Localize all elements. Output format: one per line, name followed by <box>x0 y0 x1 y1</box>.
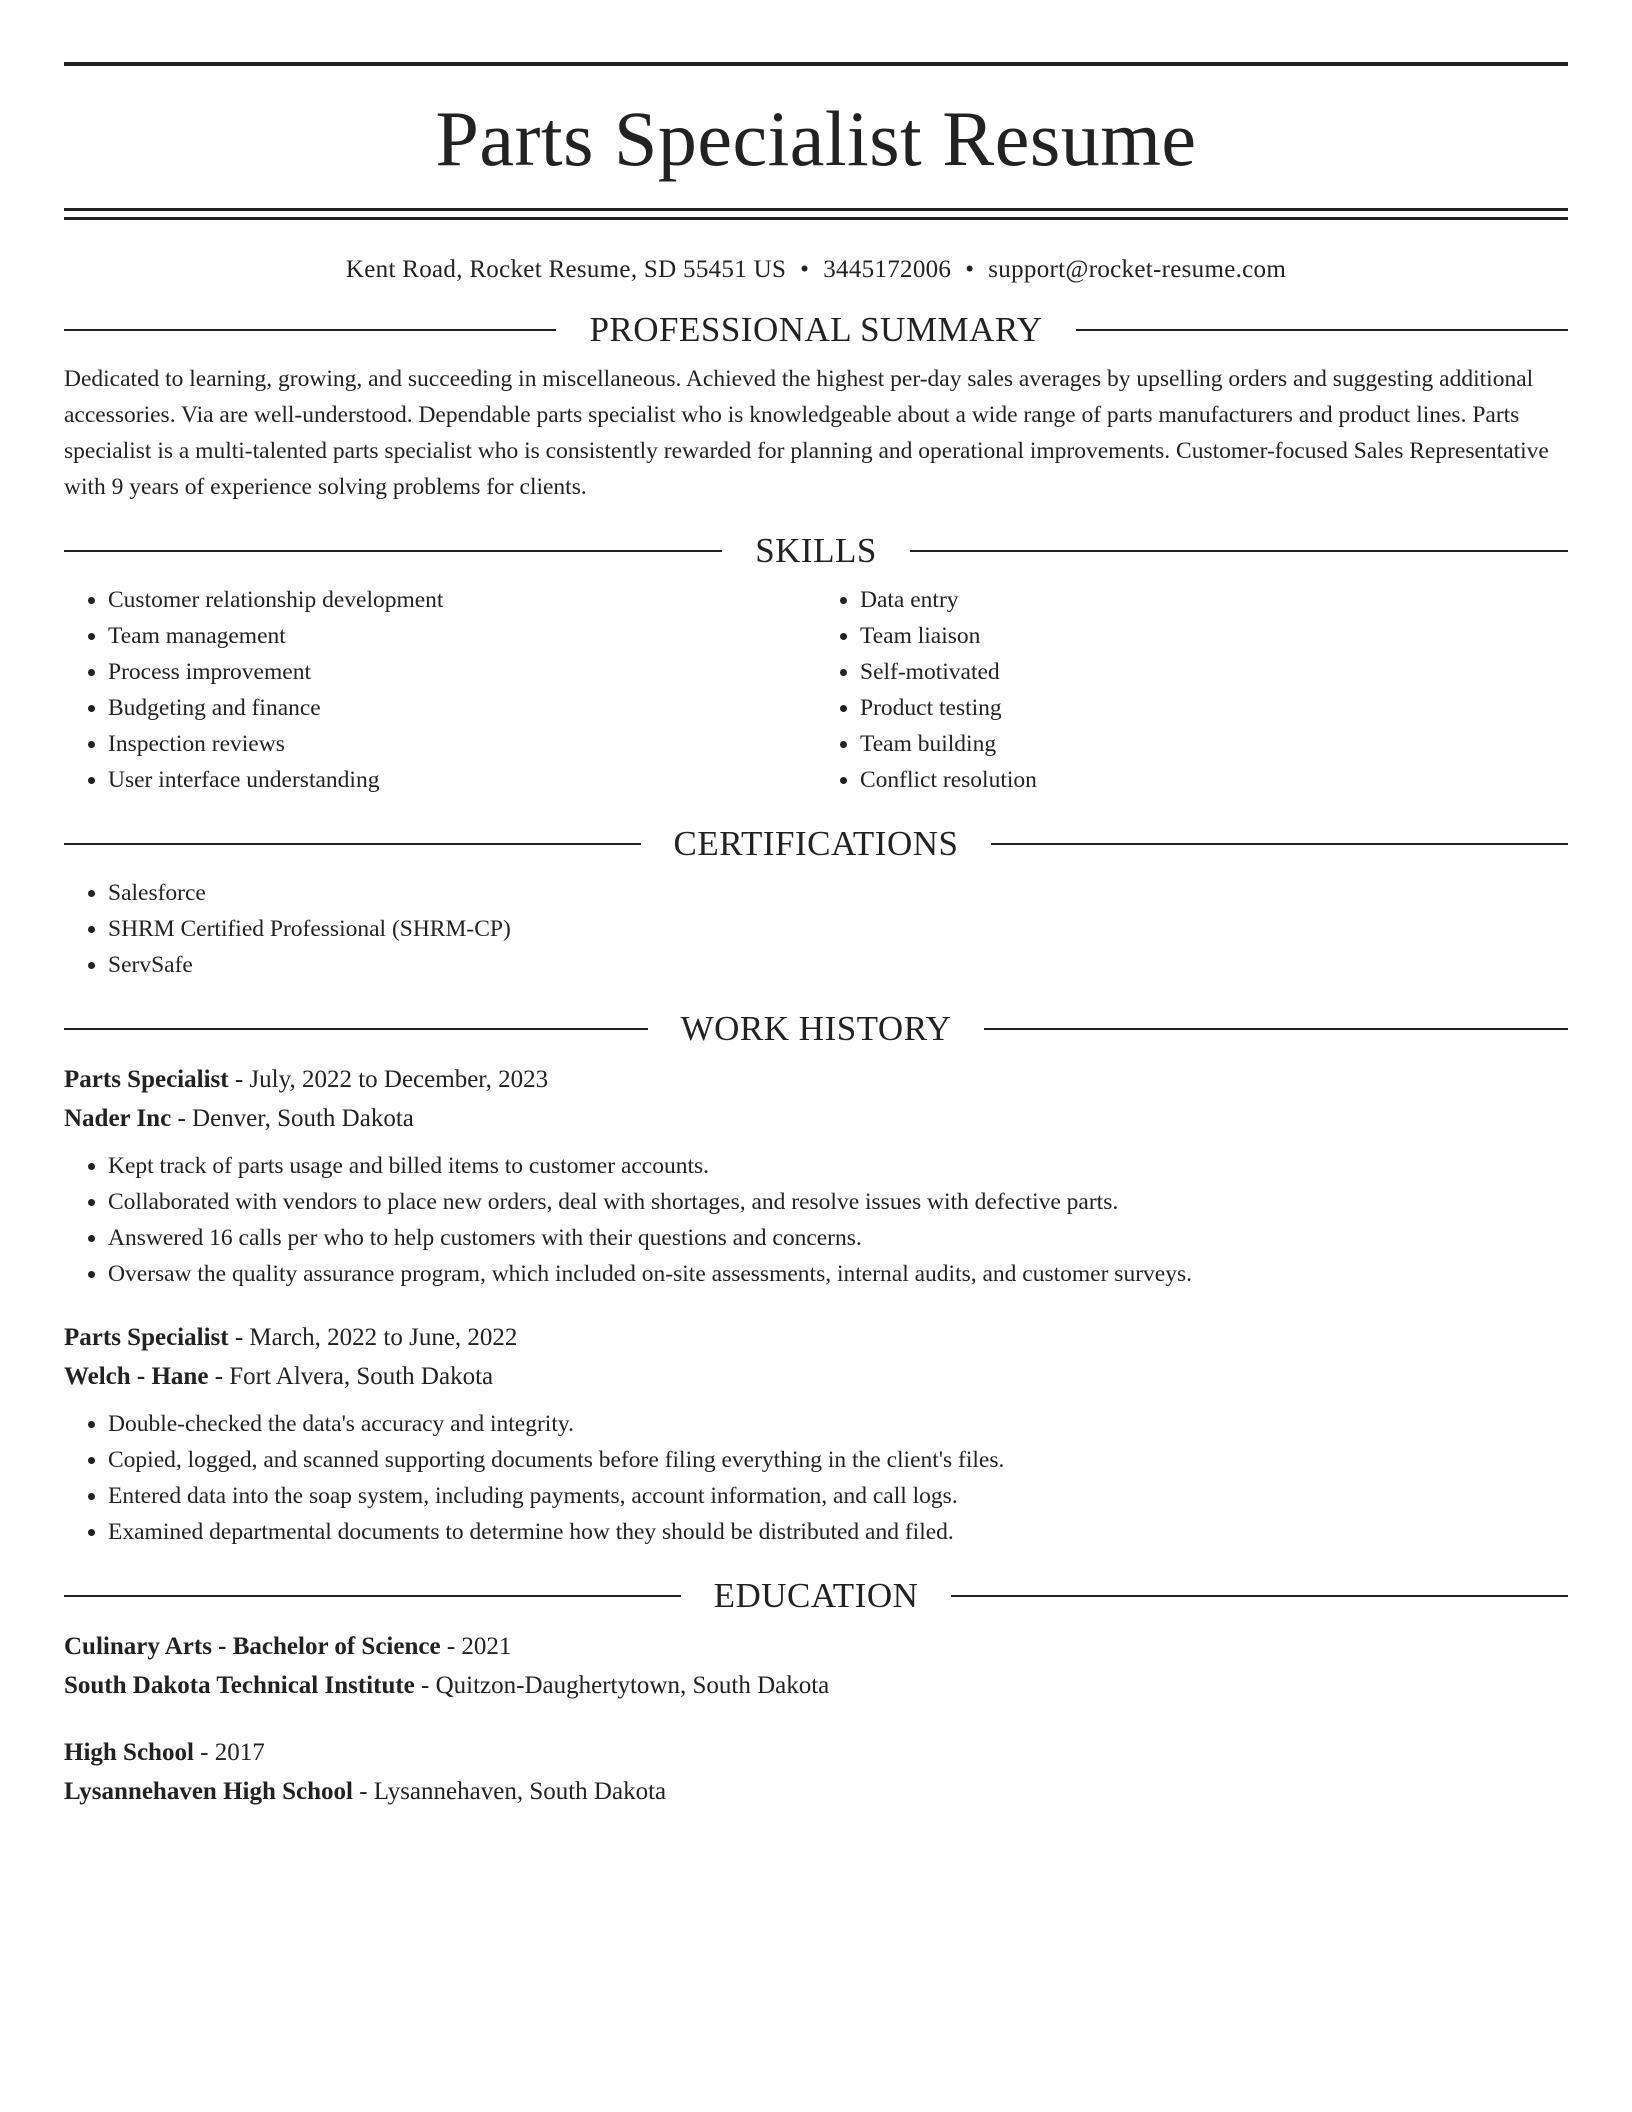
skill-item: • Product testing <box>860 690 1568 726</box>
job-company-line <box>64 1099 1568 1138</box>
education-school: Lysannehaven High School <box>64 1778 353 1805</box>
education-entry <box>64 1733 1568 1811</box>
section-header-education <box>64 1578 1568 1613</box>
job-bullet: • Oversaw the quality assurance program, which included on-site assessments, internal audits, and customer surveys. <box>108 1256 1568 1292</box>
skill-item: • Team liaison <box>860 618 1568 654</box>
section-rule <box>910 550 1568 552</box>
section-title: CERTIFICATIONS <box>673 824 959 863</box>
education-degree: Culinary Arts - Bachelor of Science <box>64 1633 441 1660</box>
resume-title: Parts Specialist Resume <box>435 95 1197 182</box>
section-title: WORK HISTORY <box>680 1009 952 1048</box>
skill-item: • Budgeting and finance <box>108 690 816 726</box>
section-title: EDUCATION <box>713 1576 919 1615</box>
job-location: - Fort Alvera, South Dakota <box>208 1363 494 1390</box>
section-rule <box>951 1595 1568 1597</box>
section-header-summary <box>64 312 1568 347</box>
job-company: Welch - Hane <box>64 1363 209 1390</box>
education-year: - 2017 <box>193 1739 265 1766</box>
job-bullet: • Collaborated with vendors to place new orders, deal with shortages, and resolve issues with defective parts. <box>108 1184 1568 1220</box>
section-header-skills <box>64 533 1568 568</box>
education-degree: High School <box>64 1739 194 1766</box>
job-entry <box>64 1318 1568 1550</box>
section-header-certifications <box>64 826 1568 861</box>
skill-item: • Inspection reviews <box>108 726 816 762</box>
job-location: - Denver, South Dakota <box>171 1105 414 1132</box>
section-rule <box>984 1028 1568 1030</box>
job-bullet: • Kept track of parts usage and billed items to customer accounts. <box>108 1148 1568 1184</box>
section-rule <box>991 843 1568 845</box>
section-rule <box>64 1028 648 1030</box>
skill-item: • Self-motivated <box>860 654 1568 690</box>
section-title: PROFESSIONAL SUMMARY <box>589 310 1043 349</box>
section-rule <box>64 550 722 552</box>
section-header-work-history <box>64 1011 1568 1046</box>
job-title-line <box>64 1060 1568 1099</box>
summary-text: Dedicated to learning, growing, and succeeding in miscellaneous. Achieved the highest per-day sales averages by upselling orders and suggesting additional accessories. Via are well-understood. Dependable parts specialist who is knowledgeable about a wide range of parts manufacturers and product lines. Parts specialist is a multi-talented parts specialist who is consistently rewarded for planning and operational improvements. Customer-focused Sales Representative with 9 years of experience solving problems for clients. <box>64 366 1549 500</box>
education-degree-line <box>64 1627 1568 1666</box>
section-rule <box>1076 329 1568 331</box>
job-dates: - July, 2022 to December, 2023 <box>228 1066 549 1093</box>
job-bullets <box>64 1406 1568 1550</box>
contact-separator: • <box>965 256 975 283</box>
skill-item: • Process improvement <box>108 654 816 690</box>
skills-column-left <box>64 582 816 798</box>
title-double-rule <box>64 208 1568 220</box>
job-bullet: • Examined departmental documents to determine how they should be distributed and filed. <box>108 1514 1568 1550</box>
education-entry <box>64 1627 1568 1705</box>
education-school: South Dakota Technical Institute <box>64 1672 415 1699</box>
certification-item: • Salesforce <box>108 875 1568 911</box>
job-title-line <box>64 1318 1568 1357</box>
education-degree-line <box>64 1733 1568 1772</box>
skill-item: • User interface understanding <box>108 762 816 798</box>
education-school-line <box>64 1772 1568 1811</box>
education-school-line <box>64 1666 1568 1705</box>
skills-column-right <box>816 582 1568 798</box>
job-bullet: • Entered data into the soap system, including payments, account information, and call logs. <box>108 1478 1568 1514</box>
job-company-line <box>64 1357 1568 1396</box>
skill-item: • Team building <box>860 726 1568 762</box>
section-title: SKILLS <box>755 531 877 570</box>
job-company: Nader Inc <box>64 1105 172 1132</box>
skill-item: • Customer relationship development <box>108 582 816 618</box>
section-rule <box>64 329 556 331</box>
contact-separator: • <box>800 256 810 283</box>
section-rule <box>64 1595 681 1597</box>
job-bullet: • Double-checked the data's accuracy and integrity. <box>108 1406 1568 1442</box>
certification-item: • ServSafe <box>108 947 1568 983</box>
job-title: Parts Specialist <box>64 1066 229 1093</box>
education-year: - 2021 <box>440 1633 512 1660</box>
top-rule <box>64 62 1568 66</box>
contact-email: support@rocket-resume.com <box>988 256 1287 283</box>
skill-item: • Team management <box>108 618 816 654</box>
job-title: Parts Specialist <box>64 1324 229 1351</box>
job-bullets <box>64 1148 1568 1292</box>
section-rule <box>64 843 641 845</box>
skills-list <box>64 582 1568 798</box>
job-dates: - March, 2022 to June, 2022 <box>228 1324 518 1351</box>
resume-page <box>64 0 1568 1811</box>
job-entry <box>64 1060 1568 1292</box>
certification-item: • SHRM Certified Professional (SHRM-CP) <box>108 911 1568 947</box>
certifications-list <box>64 875 1568 983</box>
contact-phone: 3445172006 <box>823 256 952 283</box>
job-bullet: • Answered 16 calls per who to help customers with their questions and concerns. <box>108 1220 1568 1256</box>
education-location: - Lysannehaven, South Dakota <box>352 1778 667 1805</box>
job-bullet: • Copied, logged, and scanned supporting documents before filing everything in the client's files. <box>108 1442 1568 1478</box>
skill-item: • Data entry <box>860 582 1568 618</box>
contact-line <box>64 256 1568 284</box>
contact-address: Kent Road, Rocket Resume, SD 55451 US <box>345 256 787 283</box>
education-location: - Quitzon-Daughertytown, South Dakota <box>414 1672 830 1699</box>
skill-item: • Conflict resolution <box>860 762 1568 798</box>
